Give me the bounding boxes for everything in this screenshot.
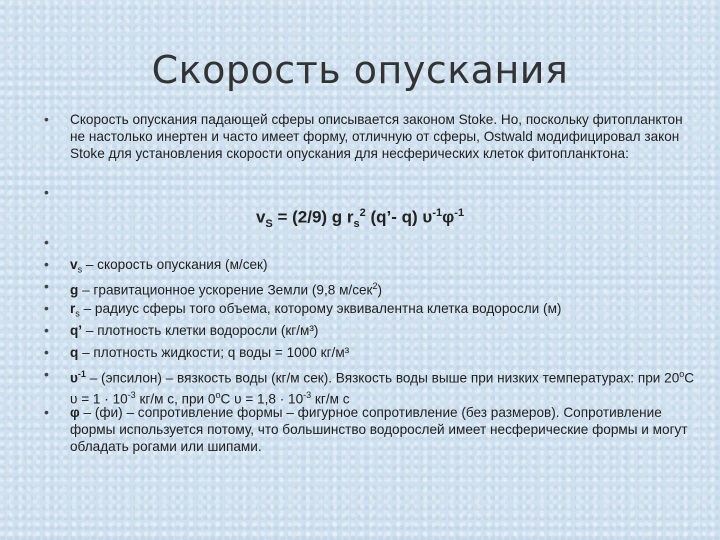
definition-vs: $v_s$ – скорость опускания (м/сек) [70, 257, 268, 275]
definition-viscosity: $\upsilon^{-1}$ – (эпсилон) – вязкость воды (кг/м сек). Вязкость воды выше при низких температурах: при $20^оС$ $\upsilon = 1 \cdot 10^{-3}$ кг/м с, при $0^оС$ $\upsilon = 1,8 \cdot 10^{-3}$ кг/м с [70, 369, 695, 407]
bullet: • [44, 404, 49, 420]
formula-v: v [255, 207, 266, 227]
formula-r-sub: s [353, 218, 360, 231]
bullet: • [44, 111, 49, 127]
bullet: • [44, 300, 49, 316]
stokes-formula [0, 207, 720, 230]
bullet: • [44, 344, 49, 360]
intro-paragraph: Скорость опускания падающей сферы описывается законом Stoke. Но, поскольку фитопланктон не настолько инертен и часто имеет форму, отличную от сферы, Ostwald модифицировал закон Stoke для установления скорости опускания для несферических клеток фитопланктона: [70, 112, 683, 161]
definition-rs: $r_s$ – радиус сферы того объема, которому эквивалентна клетка водоросли (м) [70, 301, 562, 319]
definition-g: g – гравитационное ускорение Земли (9,8 м/сек$^2$) [70, 281, 383, 298]
bullet: • [44, 366, 49, 382]
bullet: • [44, 322, 49, 338]
definition-phi: φ – (фи) – сопротивление формы – фигурное сопротивление (без размеров). Сопротивление формы используется потому, что большинство водорослей имеет несферические формы и могут обладать рогами или шипами. [70, 405, 688, 454]
bullet: • [44, 278, 49, 294]
slide-title: Скорость опускания [151, 48, 569, 92]
formula-phi: φ [442, 207, 455, 227]
bullet: • [44, 256, 49, 272]
formula-part-1: = (2/9) g r [272, 207, 354, 227]
bullet: • [44, 234, 49, 250]
formula-u-sup: -1 [432, 207, 443, 219]
bullet: • [44, 184, 49, 200]
formula-part-2: (q’- q) υ [365, 207, 433, 227]
formula-phi-sup: -1 [454, 207, 465, 219]
formula-v-sub: S [265, 218, 273, 231]
formula-r-sup: 2 [359, 207, 366, 219]
definition-q-prime: q’ – плотность клетки водоросли (кг/м³) [70, 323, 319, 338]
definition-q: q – плотность жидкости; q воды = 1000 кг/м³ [70, 345, 350, 360]
